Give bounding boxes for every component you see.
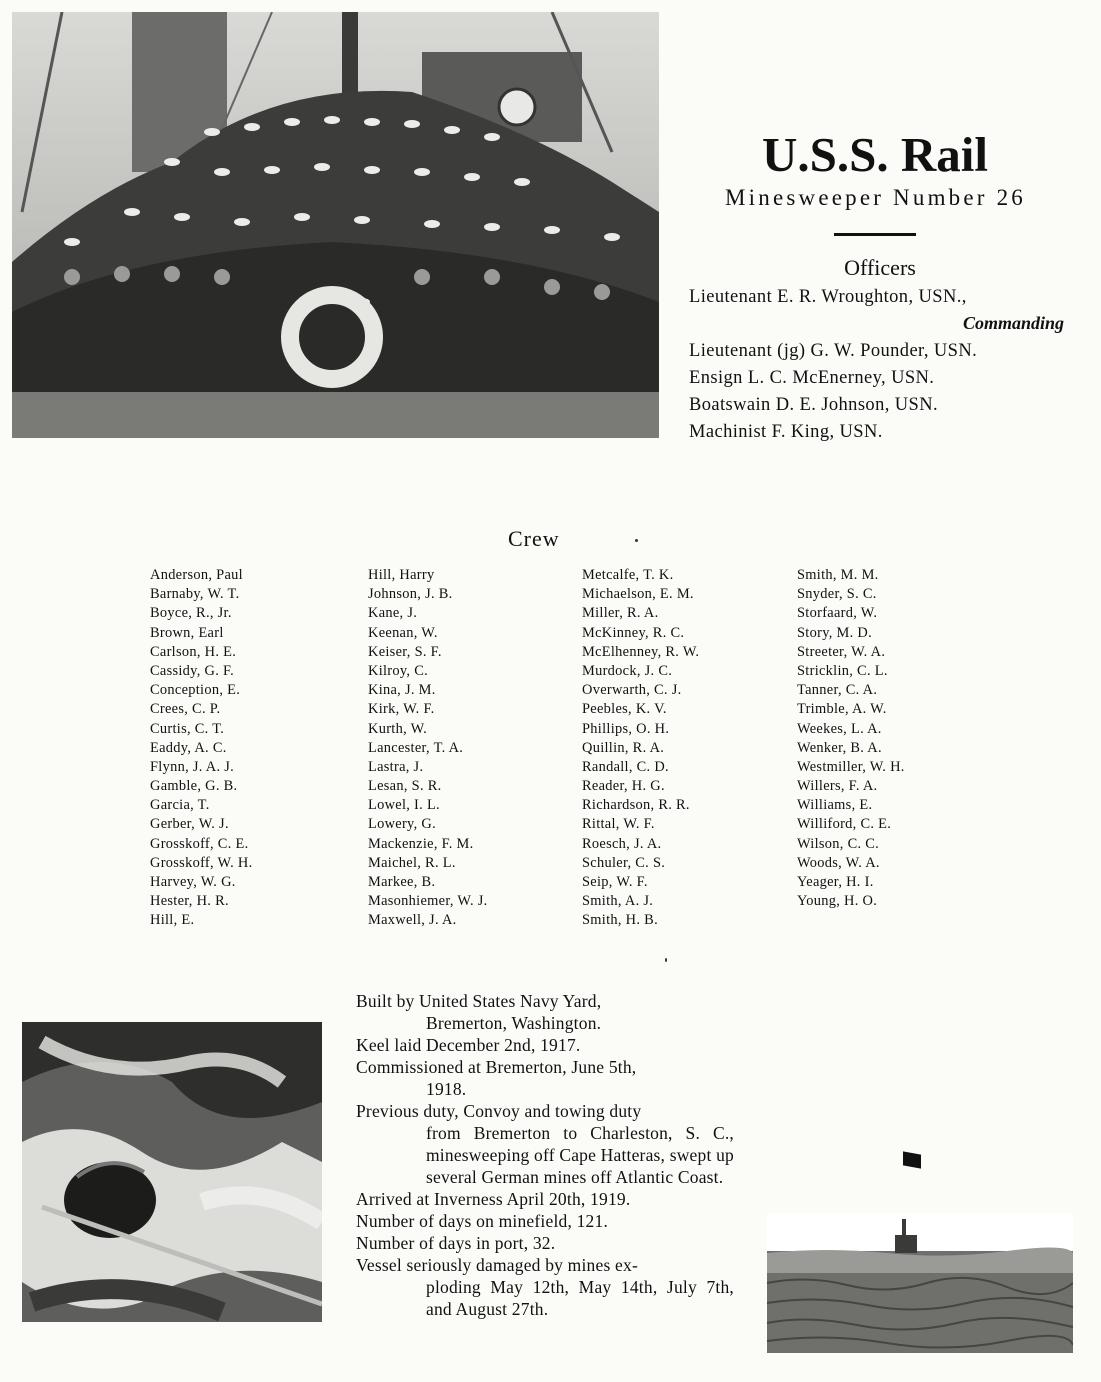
crew-name: Markee, B. — [368, 874, 436, 890]
fact-item — [356, 990, 734, 1034]
fact-first-line: Arrived at Inverness April 20th, 1919. — [356, 1189, 631, 1209]
crew-name: Crees, C. P. — [150, 701, 221, 718]
crew-name: Willers, F. A. — [797, 778, 878, 795]
crew-name: Curtis, C. T. — [150, 720, 225, 737]
fact-continuation: ploding May 12th, May 14th, July 7th, and August 27th. — [426, 1277, 734, 1319]
crew-name: Yeager, H. I. — [797, 874, 874, 890]
officer-line: Lieutenant E. R. Wroughton, USN., — [689, 287, 967, 307]
fact-first-line: Vessel seriously damaged by mines ex- — [356, 1255, 638, 1275]
crew-column — [797, 566, 905, 911]
crew-name: Lowel, I. L. — [368, 797, 440, 814]
crew-name: Harvey, W. G. — [150, 874, 236, 890]
crew-name: Gerber, W. J. — [150, 816, 229, 833]
crew-name: Kilroy, C. — [368, 662, 429, 679]
crew-name: McElhenney, R. W. — [582, 643, 700, 660]
fact-item — [356, 1210, 734, 1232]
crew-name: Kane, J. — [368, 605, 418, 622]
crew-name: Lastra, J. — [368, 758, 424, 775]
officer-line: Boatswain D. E. Johnson, USN. — [689, 395, 939, 415]
crew-name: Snyder, S. C. — [797, 586, 877, 603]
crew-name: Barnaby, W. T. — [150, 586, 240, 603]
crew-name: Anderson, Paul — [150, 567, 243, 583]
crew-name: Schuler, C. S. — [582, 854, 666, 871]
crew-name: Williford, C. E. — [797, 816, 892, 833]
crew-name: Mackenzie, F. M. — [368, 835, 474, 852]
crew-name: Brown, Earl — [150, 624, 224, 641]
crew-name: Murdock, J. C. — [582, 662, 673, 679]
crew-name: Boyce, R., Jr. — [150, 605, 232, 622]
crew-name: Miller, R. A. — [582, 605, 659, 622]
crew-name: Woods, W. A. — [797, 854, 880, 871]
crew-name: Randall, C. D. — [582, 758, 669, 775]
fact-first-line: Keel laid December 2nd, 1917. — [356, 1035, 581, 1055]
crew-name: Williams, E. — [797, 797, 873, 814]
crew-column — [150, 566, 252, 931]
crew-name: Phillips, O. H. — [582, 720, 670, 737]
crew-name: Eaddy, A. C. — [150, 739, 227, 756]
crew-name: McKinney, R. C. — [582, 624, 685, 641]
crew-name: Cassidy, G. F. — [150, 662, 235, 679]
fact-item — [356, 1056, 734, 1100]
crew-name: Hester, H. R. — [150, 893, 229, 910]
marker-buoy-photo — [767, 1213, 1073, 1353]
fact-continuation: Bremerton, Washington. — [426, 1013, 602, 1033]
crew-name: Johnson, J. B. — [368, 586, 453, 603]
crew-name: Young, H. O. — [797, 893, 878, 910]
crew-name: Weekes, L. A. — [797, 720, 882, 737]
crew-group-photo — [12, 12, 659, 438]
crew-name: Keiser, S. F. — [368, 643, 442, 660]
crew-name: Hill, Harry — [368, 567, 435, 583]
crew-name: Story, M. D. — [797, 624, 873, 641]
fact-item — [356, 1188, 734, 1210]
crew-name: Maxwell, J. A. — [368, 912, 457, 929]
crew-name: Seip, W. F. — [582, 874, 648, 890]
page-title: U.S.S. Rail — [761, 127, 988, 182]
crew-name: Grosskoff, C. E. — [150, 835, 249, 852]
crew-name: Streeter, W. A. — [797, 643, 886, 660]
crew-name: Kirk, W. F. — [368, 701, 435, 718]
crew-name: Tanner, C. A. — [797, 682, 878, 699]
crew-name: Kina, J. M. — [368, 682, 436, 699]
crew-name: Michaelson, E. M. — [582, 586, 694, 603]
crew-name: Westmiller, W. H. — [797, 758, 905, 775]
fact-first-line: Built by United States Navy Yard, — [356, 991, 602, 1011]
crew-name: Trimble, A. W. — [797, 701, 887, 718]
crew-name: Masonhiemer, W. J. — [368, 893, 488, 910]
crew-name: Rittal, W. F. — [582, 816, 655, 833]
crew-name: Peebles, K. V. — [582, 701, 667, 718]
fact-first-line: Number of days in port, 32. — [356, 1233, 556, 1253]
crew-name: Hill, E. — [150, 912, 195, 929]
fact-item — [356, 1100, 734, 1188]
crew-column — [368, 566, 488, 931]
crew-name: Carlson, H. E. — [150, 643, 237, 660]
crew-name: Smith, H. B. — [582, 912, 658, 929]
crew-name: Garcia, T. — [150, 797, 210, 814]
fact-item — [356, 1254, 734, 1320]
page-subtitle: Minesweeper Number 26 — [725, 185, 1026, 210]
officer-line: Ensign L. C. McEnerney, USN. — [689, 368, 935, 388]
crew-column — [582, 566, 699, 931]
scan-speck — [665, 958, 667, 962]
crew-name: Lesan, S. R. — [368, 778, 442, 795]
flag-icon — [903, 1151, 921, 1168]
crew-name: Overwarth, C. J. — [582, 682, 682, 699]
crew-name: Keenan, W. — [368, 624, 438, 641]
ship-facts — [356, 990, 734, 1320]
crew-name: Reader, H. G. — [582, 778, 665, 795]
crew-name: Metcalfe, T. K. — [582, 567, 674, 583]
crew-name: Wenker, B. A. — [797, 739, 882, 756]
officer-line: Machinist F. King, USN. — [689, 422, 883, 442]
crew-name: Richardson, R. R. — [582, 797, 690, 814]
scan-speck — [635, 539, 638, 542]
fact-first-line: Previous duty, Convoy and towing duty — [356, 1101, 642, 1121]
crew-name: Grosskoff, W. H. — [150, 854, 253, 871]
fact-first-line: Number of days on minefield, 121. — [356, 1211, 609, 1231]
fact-continuation: 1918. — [426, 1079, 467, 1099]
fact-item — [356, 1034, 734, 1056]
crew-name: Gamble, G. B. — [150, 778, 238, 795]
mine-in-water-photo — [22, 1022, 322, 1322]
fact-item — [356, 1232, 734, 1254]
crew-name: Wilson, C. C. — [797, 835, 880, 852]
crew-name: Storfaard, W. — [797, 605, 878, 622]
crew-name: Conception, E. — [150, 682, 241, 699]
crew-name: Stricklin, C. L. — [797, 662, 888, 679]
fact-first-line: Commissioned at Bremerton, June 5th, — [356, 1057, 637, 1077]
title-divider — [834, 233, 916, 236]
crew-name: Lowery, G. — [368, 816, 437, 833]
crew-name: Kurth, W. — [368, 720, 428, 737]
crew-name: Smith, A. J. — [582, 893, 654, 910]
fact-continuation: from Bremerton to Charleston, S. C., minesweeping off Cape Hatteras, swept up several German mines off Atlantic Coast. — [426, 1123, 735, 1187]
crew-name: Lancester, T. A. — [368, 739, 464, 756]
crew-name: Roesch, J. A. — [582, 835, 662, 852]
crew-name: Smith, M. M. — [797, 567, 879, 583]
officer-line: Lieutenant (jg) G. W. Pounder, USN. — [689, 341, 978, 361]
crew-name: Flynn, J. A. J. — [150, 758, 235, 775]
crew-name: Maichel, R. L. — [368, 854, 456, 871]
officers-heading: Officers — [844, 255, 916, 280]
crew-heading: Crew — [508, 526, 560, 551]
crew-name: Quillin, R. A. — [582, 739, 665, 756]
commanding-note: Commanding — [962, 313, 1064, 333]
